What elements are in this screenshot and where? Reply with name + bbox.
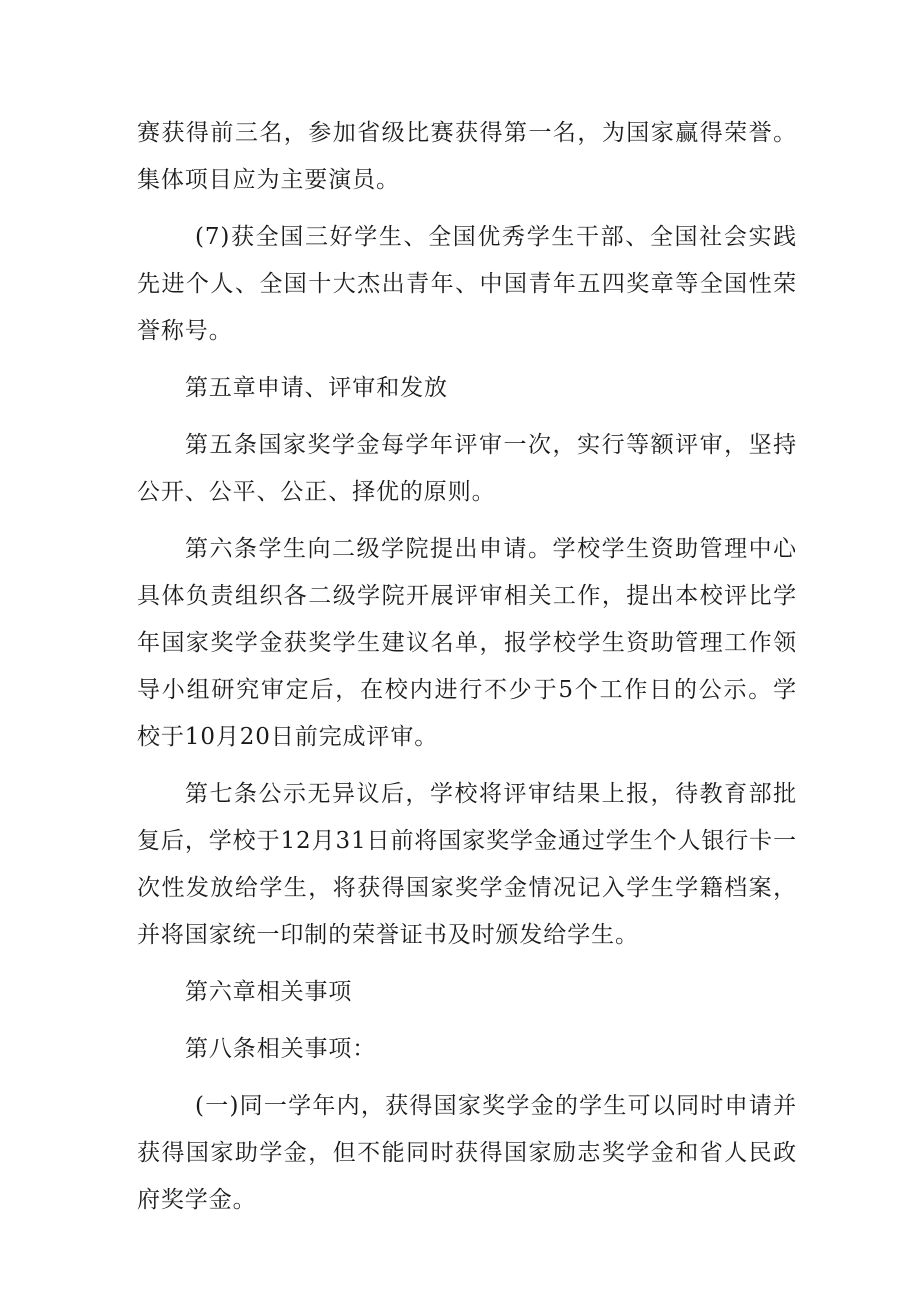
article-5: 第五条国家奖学金每学年评审一次，实行等额评审，坚持公开、公平、公正、择优的原则。 — [137, 432, 797, 505]
article-8: 第八条相关事项： — [185, 1036, 377, 1062]
article-6: 第六条学生向二级学院提出申请。学校学生资助管理中心具体负责组织各二级学院开展评审相关工作，提出本校评比学年国家奖学金获奖学生建议名单，报学校学生资助管理工作领导小组研究审定后，在校内进行不少于5个工作日的公示。学校于10月20日前完成评审。 — [137, 536, 797, 750]
document-body — [137, 110, 797, 1234]
paragraph-item-7: (7)获全国三好学生、全国优秀学生干部、全国社会实践先进个人、全国十大杰出青年、中国青年五四奖章等全国性荣誉称号。 — [137, 224, 797, 344]
article-7: 第七条公示无异议后，学校将评审结果上报，待教育部批复后，学校于12月31日前将国家奖学金通过学生个人银行卡一次性发放给学生，将获得国家奖学金情况记入学生学籍档案，并将国家统一印制的荣誉证书及时颁发给学生。 — [137, 781, 797, 948]
article-8-item-1: (一)同一学年内，获得国家奖学金的学生可以同时申请并获得国家助学金，但不能同时获得国家励志奖学金和省人民政府奖学金。 — [137, 1093, 797, 1213]
chapter-6-heading: 第六章相关事项 — [185, 979, 353, 1005]
chapter-5-heading: 第五章申请、评审和发放 — [185, 375, 448, 401]
paragraph-continuation: 赛获得前三名，参加省级比赛获得第一名，为国家赢得荣誉。集体项目应为主要演员。 — [137, 120, 797, 193]
